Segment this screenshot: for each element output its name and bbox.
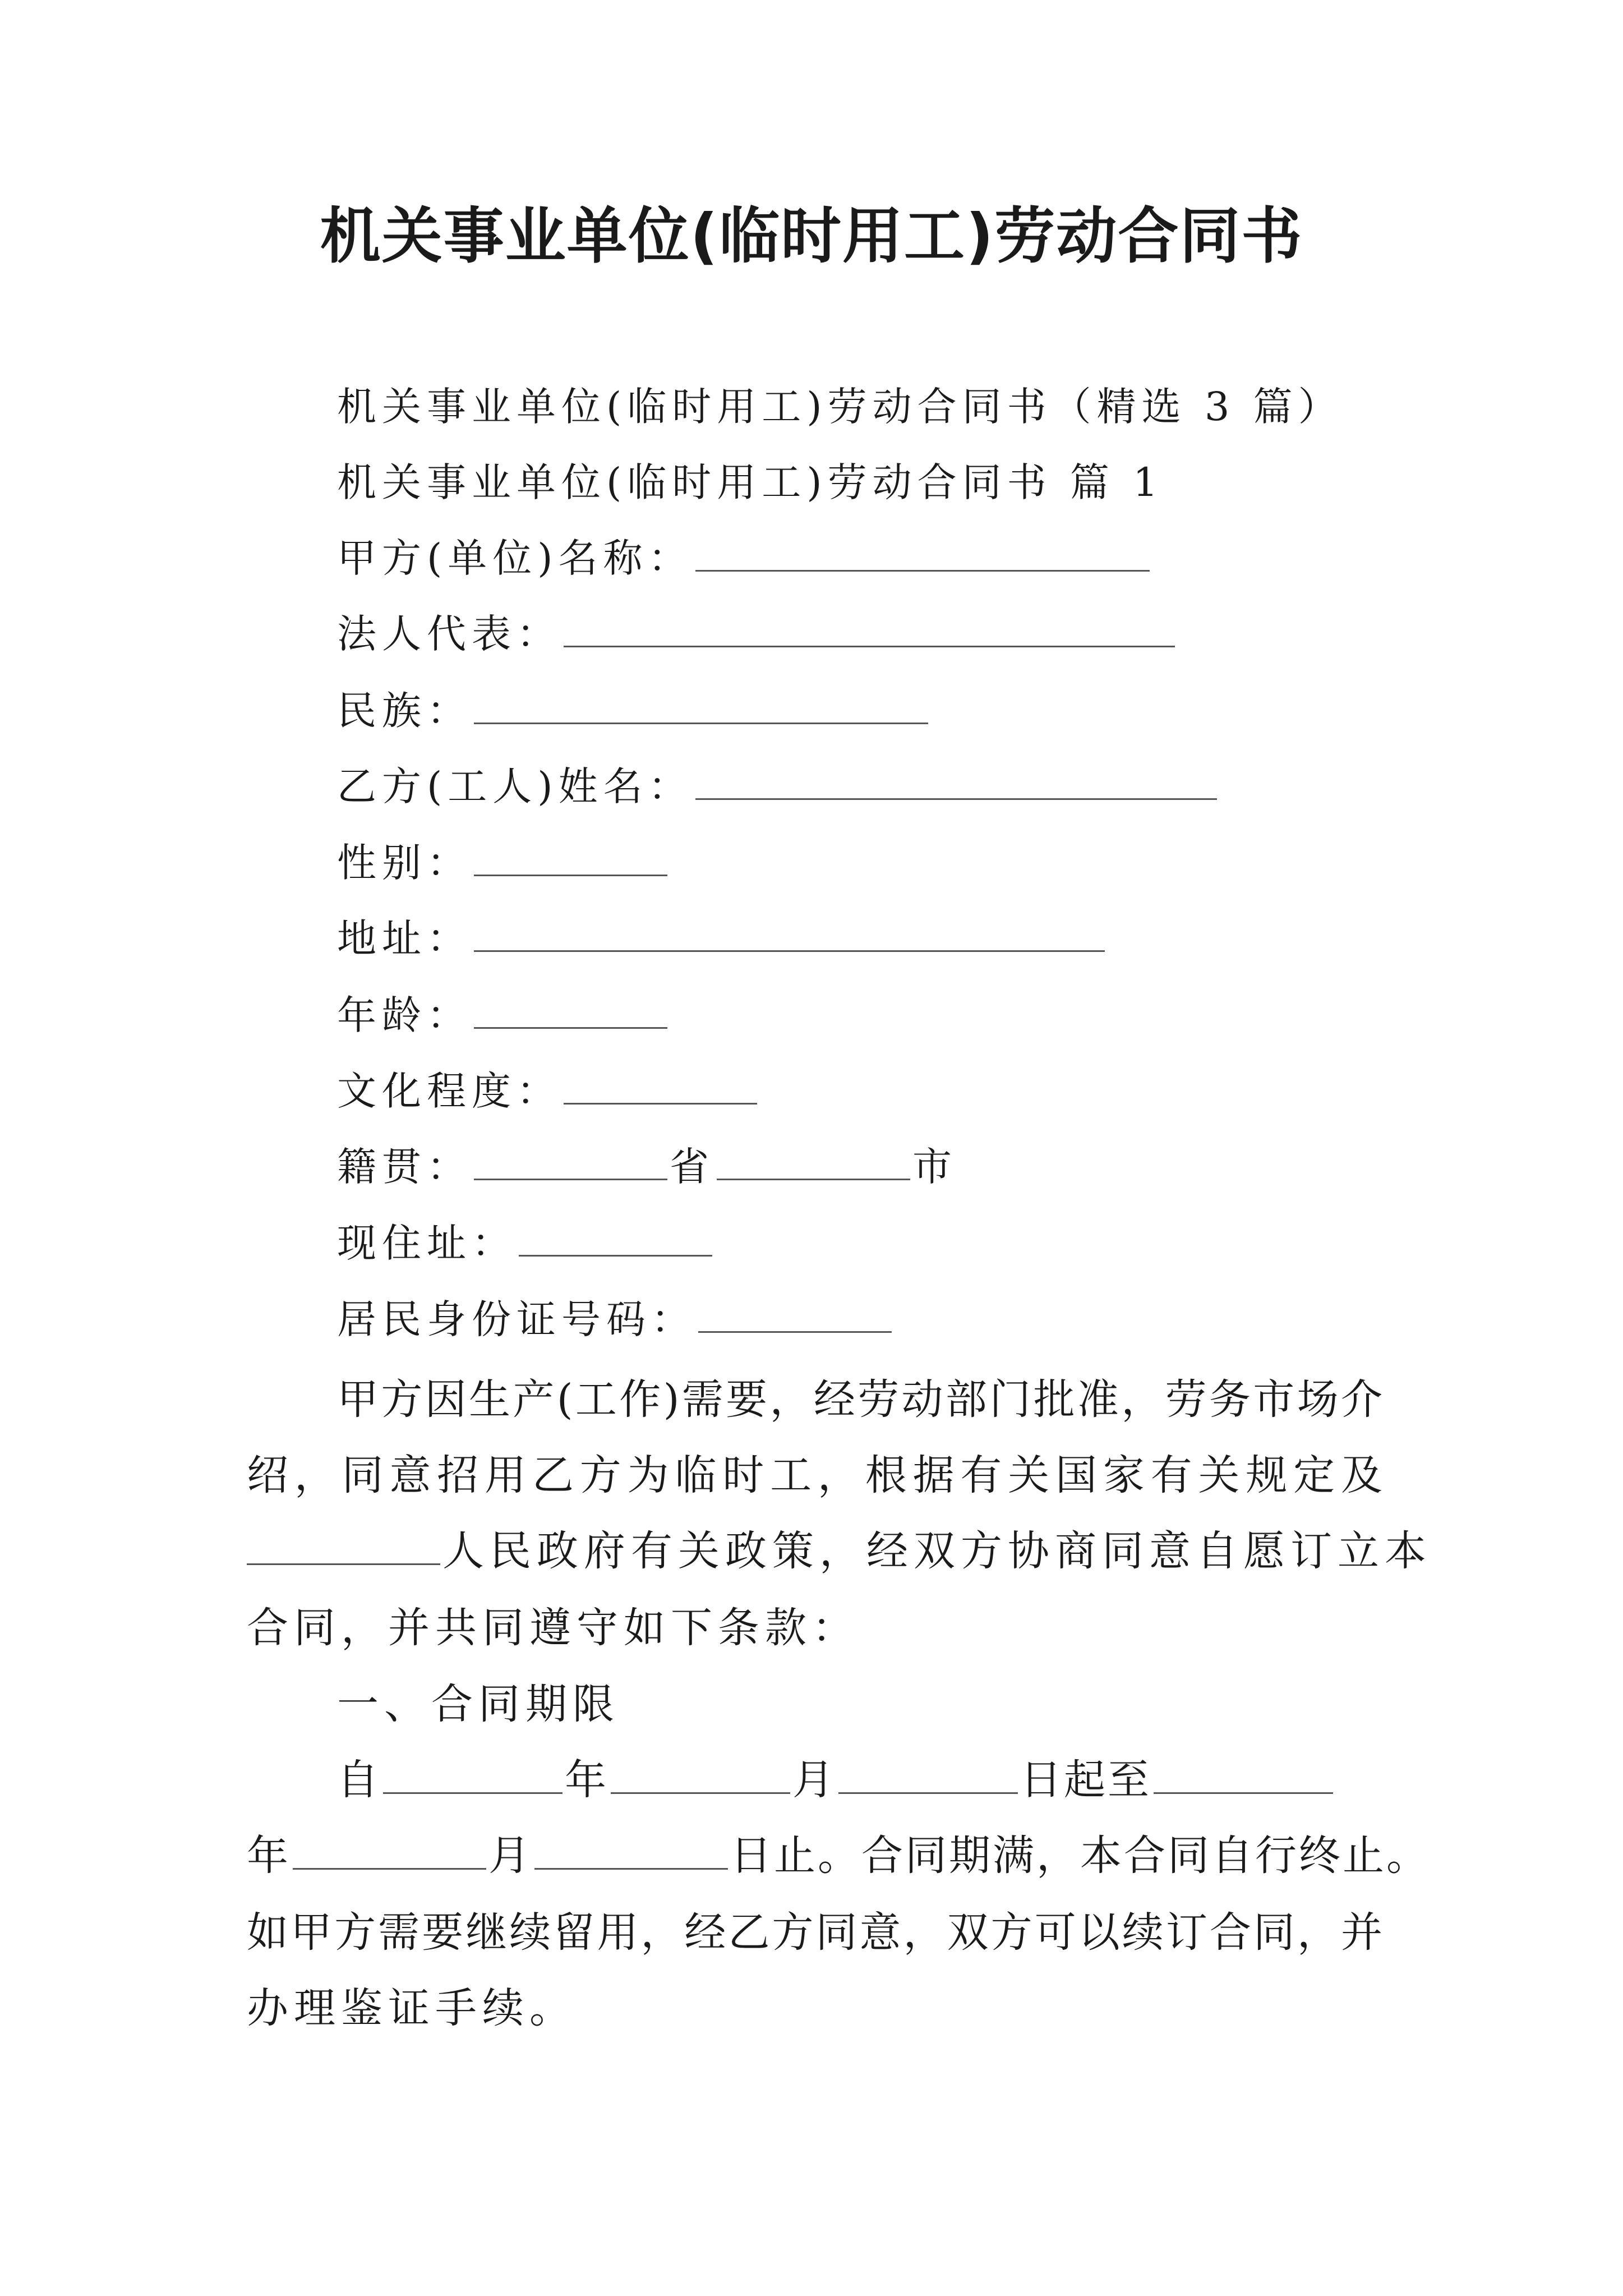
id-number-blank[interactable] [698,1296,892,1333]
id-number-row [337,1291,894,1347]
address-blank[interactable] [474,915,1105,952]
ethnicity-row [337,683,930,739]
current-address-row [337,1215,714,1271]
worker-name-row [337,758,1219,815]
education-row [337,1063,759,1119]
ethnicity-label: 民族： [337,688,472,734]
employer-name-row [337,530,1152,586]
collection-subtitle: 机关事业单位(临时用工)劳动合同书（精选 3 篇） [337,384,1343,430]
native-place-row [337,1139,957,1195]
current-address-label: 现住址： [337,1220,517,1266]
term-line-3: 如甲方需要继续留用，经乙方同意，双方可以续订合同，并 [247,1908,1382,1957]
gender-label: 性别： [337,840,472,886]
education-blank[interactable] [564,1068,757,1105]
end-year-blank[interactable] [1154,1757,1333,1794]
page-title: 机关事业单位(临时用工)劳动合同书 [320,201,1303,272]
age-blank[interactable] [474,992,667,1029]
gender-row [337,835,670,891]
legal-rep-label: 法人代表： [337,611,561,657]
end-day-blank[interactable] [534,1833,728,1870]
native-place-label: 籍贯： [337,1144,472,1190]
government-blank[interactable] [247,1529,440,1565]
term-line-4: 办理鉴证手续。 [247,1984,577,2032]
start-month-blank[interactable] [611,1757,790,1794]
worker-name-blank[interactable] [695,763,1217,800]
part-subtitle: 机关事业单位(临时用工)劳动合同书 篇 1 [337,459,1164,505]
intro-line-1: 甲方因生产(工作)需要，经劳动部门批准，劳务市场介 [337,1375,1382,1424]
intro-line-4: 合同，并共同遵守如下条款： [247,1604,859,1652]
term-month-label-2: 月 [488,1832,532,1880]
employer-name-blank[interactable] [695,535,1150,572]
start-day-blank[interactable] [838,1757,1018,1794]
age-row [337,987,670,1043]
section-1-heading: 一、合同期限 [337,1680,620,1728]
intro-line-2: 绍，同意招用乙方为临时工，根据有关国家有关规定及 [247,1451,1382,1499]
term-from-label: 自 [337,1756,381,1804]
id-number-label: 居民身份证号码： [337,1296,696,1342]
term-line-1 [337,1752,1335,1808]
term-day-end-label: 日止。合同期满，本合同自行终止。 [730,1832,1430,1880]
current-address-blank[interactable] [519,1220,712,1257]
age-label: 年龄： [337,992,472,1038]
ethnicity-blank[interactable] [474,688,928,724]
term-month-label: 月 [792,1756,836,1804]
city-blank[interactable] [717,1144,910,1180]
city-label: 市 [912,1144,957,1190]
employer-name-label: 甲方(单位)名称： [337,535,693,581]
start-year-blank[interactable] [383,1757,562,1794]
province-label: 省 [670,1144,714,1190]
education-label: 文化程度： [337,1068,561,1114]
address-row [337,910,1107,967]
end-month-blank[interactable] [293,1833,486,1870]
term-day-start-label: 日起至 [1020,1756,1151,1804]
intro-line-3: 人民政府有关政策，经双方协商同意自愿订立本 [442,1527,1432,1575]
gender-blank[interactable] [474,840,667,876]
legal-rep-blank[interactable] [564,611,1175,647]
term-year-label: 年 [565,1756,608,1804]
term-year-label-2: 年 [247,1832,291,1880]
address-label: 地址： [337,915,472,961]
legal-rep-row [337,606,1177,662]
province-blank[interactable] [474,1144,667,1180]
intro-line-3-row [247,1523,1432,1579]
term-line-2 [247,1828,1430,1884]
worker-name-label: 乙方(工人)姓名： [337,763,693,809]
